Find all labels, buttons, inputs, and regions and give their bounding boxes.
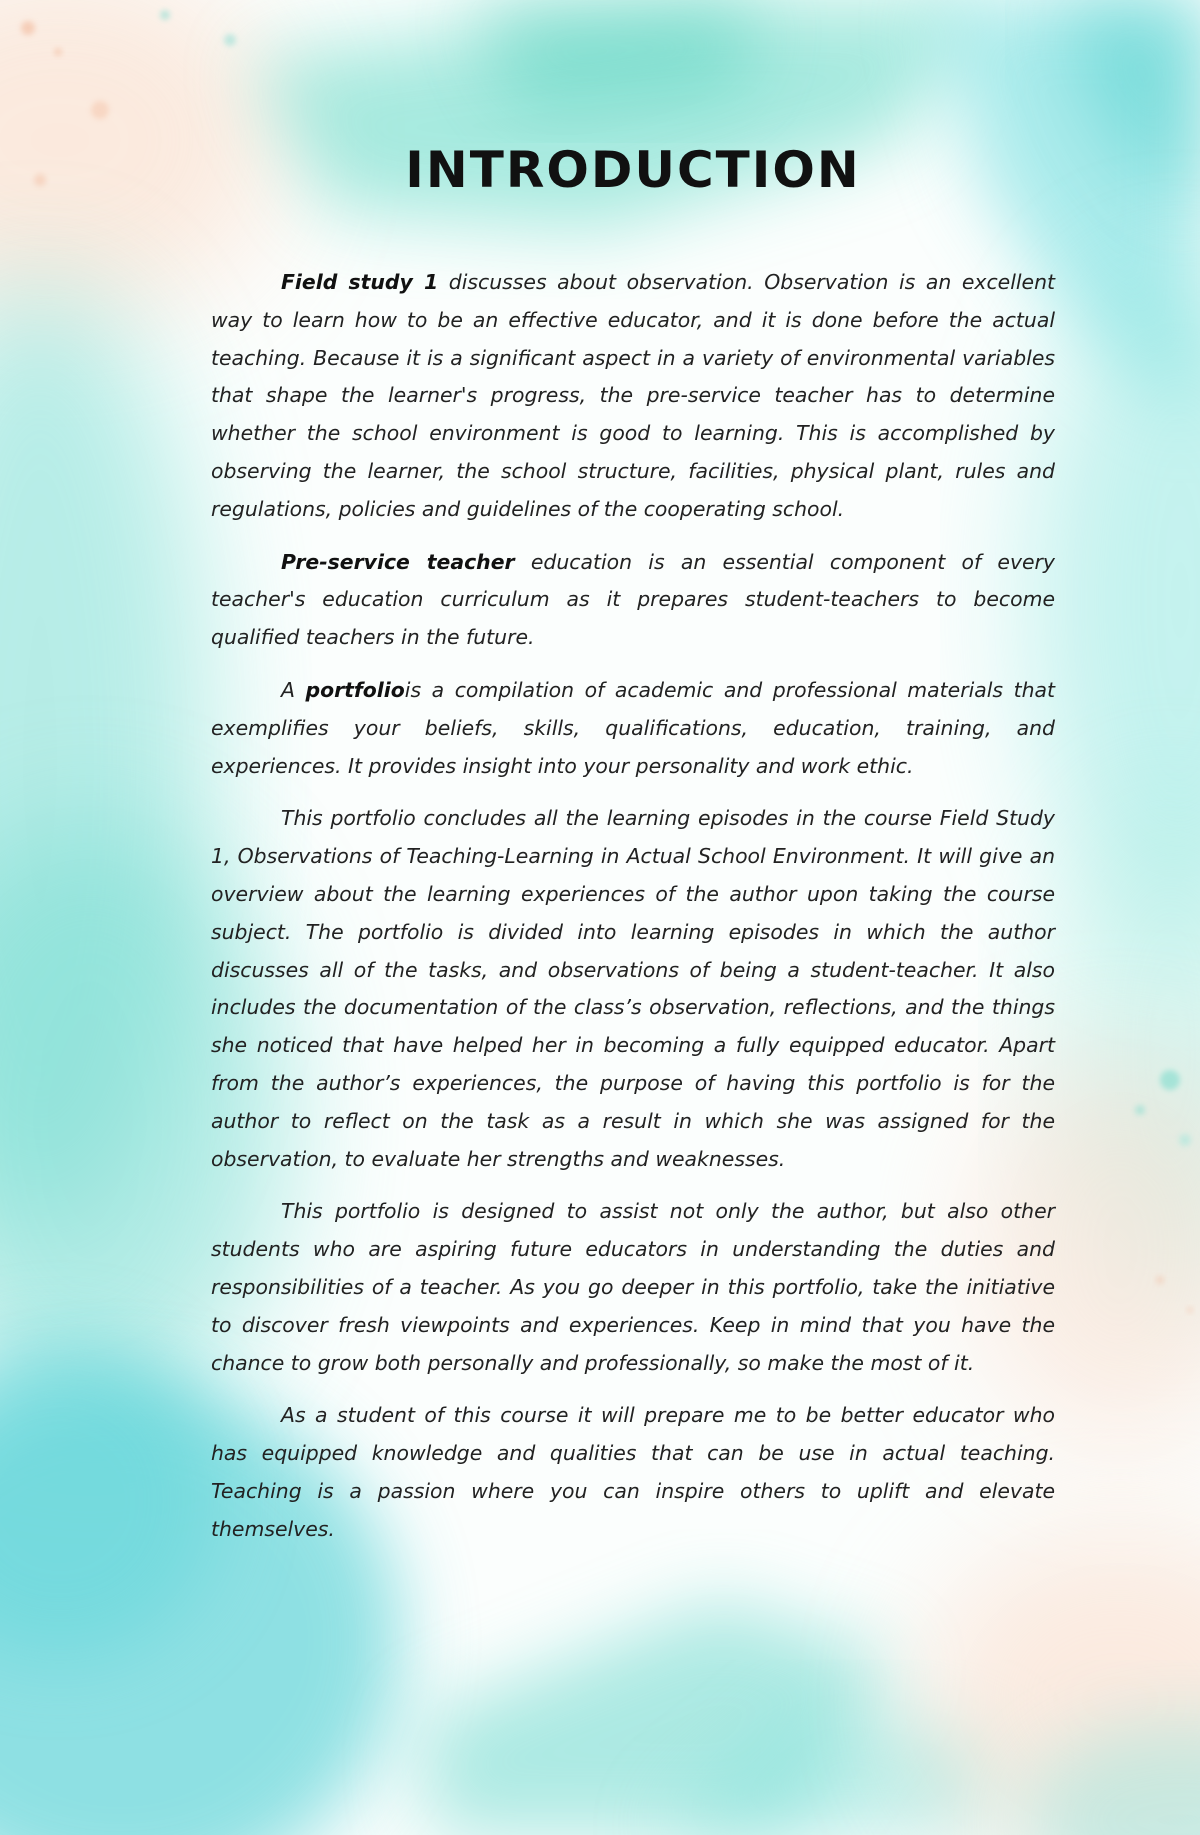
paragraph-portfolio xyxy=(211,672,1055,785)
paragraph-portfolio-purpose xyxy=(211,1193,1055,1382)
paragraph-lead: portfolio xyxy=(305,677,405,702)
paragraph-text: education is an essential component of every teacher's education curriculum as it prepares student-teachers to become qualified teachers in the future. xyxy=(211,549,1056,650)
paragraph-text: As a student of this course it will prepare me to be better educator who has equipped knowledge and qualities that can be use in actual teaching. Teaching is a passion where you can inspire others to uplift and elevate themselves. xyxy=(211,1403,1055,1541)
paragraph-prefix: A xyxy=(281,677,306,702)
paragraph-field-study xyxy=(211,264,1055,529)
paragraph-closing xyxy=(211,1397,1055,1548)
paragraph-text: discusses about observation. Observation is an excellent way to learn how to be an effective educator, and it is done before the actual teaching. Because it is a significant aspect in a variety of environmental variables that shape the learner's progress, the pre-service teacher has to determine whether the school environment is good to learning. This is accomplished by observing the learner, the school structure, facilities, physical plant, rules and regulations, policies and guidelines of the cooperating school. xyxy=(211,270,1056,521)
paragraph-text: is a compilation of academic and professional materials that exemplifies your beliefs, skills, qualifications, education, training, and experiences. It provides insight into your personality and work ethic. xyxy=(211,677,1056,778)
paragraph-pre-service-teacher xyxy=(211,544,1055,657)
paragraph-text: This portfolio concludes all the learning episodes in the course Field Study 1, Observations of Teaching-Learning in Actual School Environment. It will give an overview about the learning experiences of the author upon taking the course subject. The portfolio is divided into learning episodes in which the author discusses all of the tasks, and observations of being a student-teacher. It also includes the documentation of the class’s observation, reflections, and the things she noticed that have helped her in becoming a fully equipped educator. Apart from the author’s experiences, the purpose of having this portfolio is for the author to reflect on the task as a result in which she was assigned for the observation, to evaluate her strengths and weaknesses. xyxy=(211,806,1055,1171)
paragraph-lead: Field study 1 xyxy=(281,270,439,294)
paragraph-lead: Pre-service teacher xyxy=(281,549,515,574)
page-title: INTRODUCTION xyxy=(405,141,861,199)
paragraph-portfolio-overview xyxy=(211,800,1055,1178)
paragraph-text: This portfolio is designed to assist not only the author, but also other students who are aspiring future educators in understanding the duties and responsibilities of a teacher. As you go deeper in this portfolio, take the initiative to discover fresh viewpoints and experiences. Keep in mind that you have the chance to grow both personally and professionally, so make the most of it. xyxy=(211,1199,1055,1375)
document-body xyxy=(211,264,1055,1564)
